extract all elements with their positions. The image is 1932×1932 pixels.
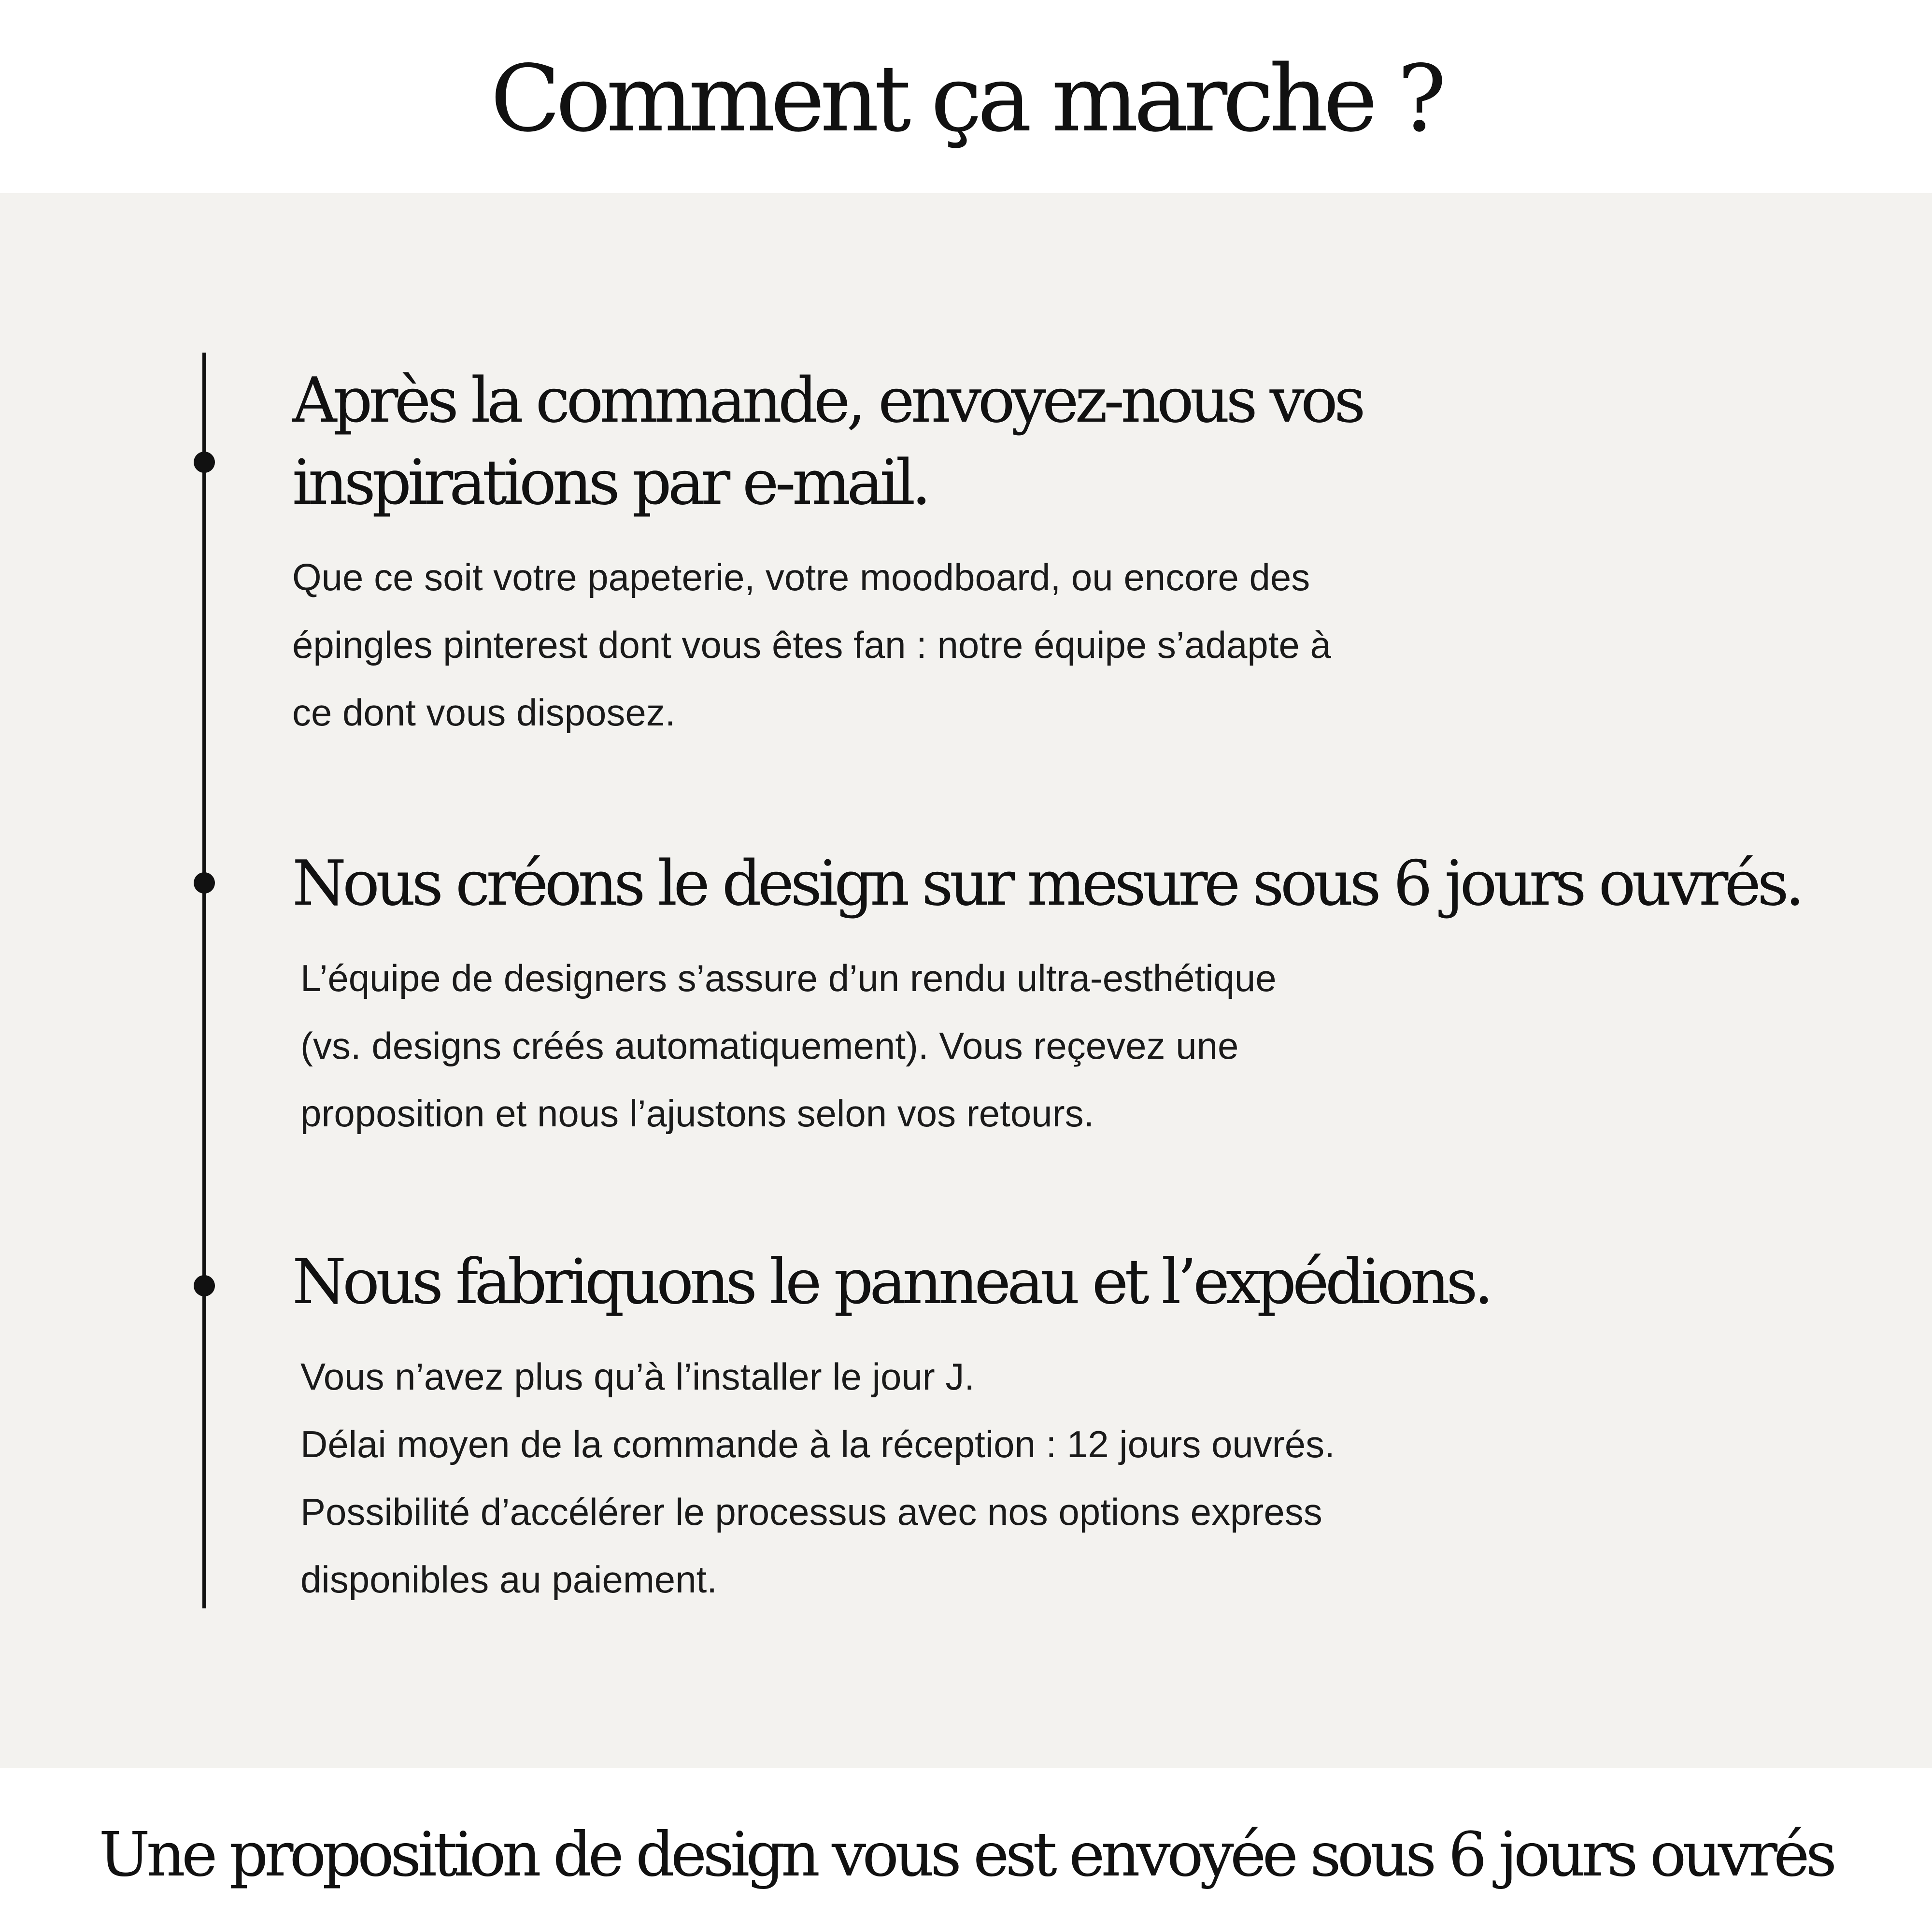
step-2-text-line-1: L’équipe de designers s’assure d’un rendu ultra-esthétique — [300, 957, 1277, 999]
timeline-dot-step-3 — [194, 1275, 215, 1296]
step-1-text-line-2: épingles pinterest dont vous êtes fan : notre équipe s’adapte à — [292, 624, 1331, 666]
step-1-text-line-1: Que ce soit votre papeterie, votre moodboard, ou encore des — [292, 556, 1310, 598]
step-1-text-line-3: ce dont vous disposez. — [292, 691, 676, 734]
step-3-description — [300, 1343, 1335, 1613]
step-3-text-line-1: Vous n’avez plus qu’à l’installer le jour J. — [300, 1355, 975, 1398]
step-2-text-line-3: proposition et nous l’ajustons selon vos retours. — [300, 1092, 1094, 1135]
step-2-title — [292, 843, 1801, 925]
timeline-dot-step-2 — [194, 872, 215, 894]
step-1-title-line-2: inspirations par e-mail. — [292, 447, 928, 519]
step-3-text-line-3: Possibilité d’accélérer le processus avec nos options express — [300, 1491, 1322, 1533]
step-1-description — [292, 543, 1331, 746]
timeline-dot-step-1 — [194, 452, 215, 473]
timeline-line — [202, 353, 206, 1608]
step-3-text-line-4: disponibles au paiement. — [300, 1558, 717, 1601]
page-title: Comment ça marche ? — [490, 45, 1442, 152]
step-1-title-line-1: Après la commande, envoyez-nous vos — [292, 365, 1362, 437]
step-3-title-line-1: Nous fabriquons le panneau et l’expédions. — [292, 1246, 1490, 1318]
step-1-title — [292, 360, 1362, 524]
step-2-description — [300, 944, 1277, 1147]
step-3-title — [292, 1241, 1490, 1323]
step-3-text-line-2: Délai moyen de la commande à la réception : 12 jours ouvrés. — [300, 1423, 1335, 1465]
step-2-text-line-2: (vs. designs créés automatiquement). Vous reçevez une — [300, 1024, 1239, 1067]
footer-text: Une proposition de design vous est envoyée sous 6 jours ouvrés — [99, 1819, 1833, 1890]
step-2-title-line-1: Nous créons le design sur mesure sous 6 jours ouvrés. — [292, 848, 1801, 920]
